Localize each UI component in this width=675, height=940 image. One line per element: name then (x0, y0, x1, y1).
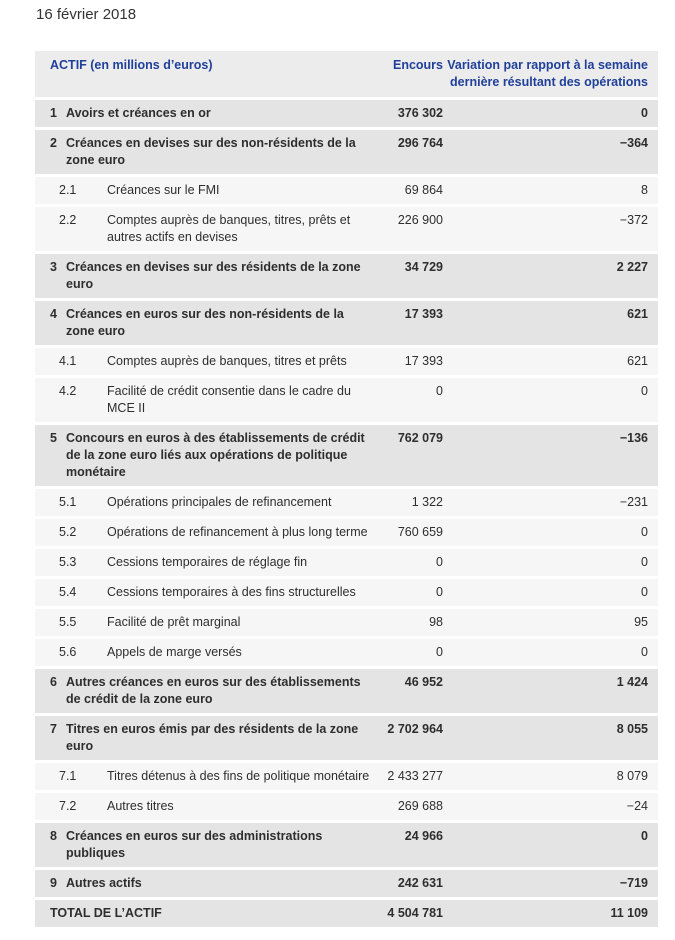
row-label: Créances en devises sur des non-résidents de la zone euro (66, 136, 356, 167)
row-label: Autres titres (107, 799, 174, 813)
table-body (35, 100, 658, 897)
row-label-cell (35, 763, 380, 790)
row-label: Facilité de crédit consentie dans le cadre du MCE II (107, 384, 351, 415)
row-label-cell (35, 378, 380, 422)
row-number: 6 (50, 675, 57, 689)
row-encours: 269 688 (380, 793, 443, 820)
total-variation: 11 109 (443, 900, 658, 927)
row-variation: 0 (443, 639, 658, 666)
row-label: Avoirs et créances en or (66, 106, 211, 120)
table-row (35, 609, 658, 636)
table-row (35, 519, 658, 546)
row-number: 2.1 (59, 183, 77, 197)
row-encours: 296 764 (380, 130, 443, 174)
row-encours: 69 864 (380, 177, 443, 204)
table-row (35, 177, 658, 204)
row-label-cell (35, 425, 380, 486)
row-label: Autres actifs (66, 876, 142, 890)
row-label: Appels de marge versés (107, 645, 242, 659)
row-variation: −719 (443, 870, 658, 897)
row-variation: −136 (443, 425, 658, 486)
row-label-cell (35, 823, 380, 867)
row-variation: −231 (443, 489, 658, 516)
table-row (35, 549, 658, 576)
row-variation: 0 (443, 549, 658, 576)
row-variation: 0 (443, 519, 658, 546)
row-label: Concours en euros à des établissements de crédit de la zone euro liés aux opérations de politique monétaire (66, 431, 365, 479)
row-label-cell (35, 669, 380, 713)
row-encours: 0 (380, 378, 443, 422)
table-header-row (35, 51, 658, 97)
row-label: Autres créances en euros sur des établissements de crédit de la zone euro (66, 675, 361, 706)
row-number: 4.2 (59, 384, 77, 398)
row-label: Titres en euros émis par des résidents de la zone euro (66, 722, 359, 753)
row-encours: 34 729 (380, 254, 443, 298)
total-encours: 4 504 781 (380, 900, 443, 927)
row-label-cell (35, 348, 380, 375)
table-row (35, 425, 658, 486)
column-header-actif: ACTIF (en millions d’euros) (35, 51, 380, 97)
table-row (35, 301, 658, 345)
table-row (35, 100, 658, 127)
row-number: 7.2 (59, 799, 77, 813)
row-label-cell (35, 130, 380, 174)
row-number: 5.2 (59, 525, 77, 539)
row-encours: 760 659 (380, 519, 443, 546)
row-number: 8 (50, 829, 57, 843)
row-variation: −364 (443, 130, 658, 174)
row-variation: 0 (443, 823, 658, 867)
row-label: Titres détenus à des fins de politique monétaire (107, 769, 370, 783)
row-encours: 17 393 (380, 348, 443, 375)
table-row (35, 793, 658, 820)
row-label-cell (35, 549, 380, 576)
row-label-cell (35, 489, 380, 516)
row-encours: 226 900 (380, 207, 443, 251)
row-number: 2.2 (59, 213, 77, 227)
row-label-cell (35, 100, 380, 127)
row-variation: 0 (443, 100, 658, 127)
row-label-cell (35, 609, 380, 636)
row-label: Opérations de refinancement à plus long terme (107, 525, 368, 539)
row-variation: 0 (443, 378, 658, 422)
row-encours: 0 (380, 579, 443, 606)
row-label: Comptes auprès de banques, titres et prêts (107, 354, 347, 368)
row-variation: 2 227 (443, 254, 658, 298)
row-variation: 8 (443, 177, 658, 204)
row-label: Cessions temporaires à des fins structurelles (107, 585, 356, 599)
row-label-cell (35, 207, 380, 251)
row-label: Opérations principales de refinancement (107, 495, 332, 509)
row-variation: 8 055 (443, 716, 658, 760)
row-label-cell (35, 639, 380, 666)
row-label-cell (35, 301, 380, 345)
row-encours: 376 302 (380, 100, 443, 127)
table-row (35, 348, 658, 375)
row-encours: 0 (380, 639, 443, 666)
row-label-cell (35, 716, 380, 760)
date-title: 16 février 2018 (36, 6, 137, 23)
row-label: Comptes auprès de banques, titres, prêts et autres actifs en devises (107, 213, 351, 244)
row-variation: −372 (443, 207, 658, 251)
row-variation: 95 (443, 609, 658, 636)
table-row (35, 823, 658, 867)
table-row (35, 489, 658, 516)
row-encours: 98 (380, 609, 443, 636)
table-row (35, 207, 658, 251)
row-number: 9 (50, 876, 57, 890)
row-encours: 0 (380, 549, 443, 576)
row-encours: 242 631 (380, 870, 443, 897)
row-variation: 1 424 (443, 669, 658, 713)
row-label-cell (35, 579, 380, 606)
table-row (35, 639, 658, 666)
row-label: Créances en euros sur des non-résidents de la zone euro (66, 307, 344, 338)
table-row (35, 716, 658, 760)
table-row (35, 579, 658, 606)
table-row (35, 130, 658, 174)
row-number: 7 (50, 722, 57, 736)
row-number: 5.1 (59, 495, 77, 509)
row-encours: 2 433 277 (380, 763, 443, 790)
row-number: 5.4 (59, 585, 77, 599)
row-label: Créances en euros sur des administrations publiques (66, 829, 323, 860)
row-variation: 0 (443, 579, 658, 606)
row-number: 5.3 (59, 555, 77, 569)
row-encours: 46 952 (380, 669, 443, 713)
row-encours: 2 702 964 (380, 716, 443, 760)
row-variation: 621 (443, 348, 658, 375)
row-label: Cessions temporaires de réglage fin (107, 555, 308, 569)
column-header-encours: Encours (380, 51, 443, 97)
row-number: 1 (50, 106, 57, 120)
column-header-variation: Variation par rapport à la semaine dernière résultant des opérations (443, 51, 658, 97)
row-label-cell (35, 793, 380, 820)
row-label: Créances sur le FMI (107, 183, 220, 197)
row-label-cell (35, 254, 380, 298)
row-label: Facilité de prêt marginal (107, 615, 241, 629)
row-number: 4 (50, 307, 57, 321)
row-number: 2 (50, 136, 57, 150)
row-number: 7.1 (59, 769, 77, 783)
row-label-cell (35, 177, 380, 204)
row-number: 3 (50, 260, 57, 274)
row-encours: 762 079 (380, 425, 443, 486)
row-variation: −24 (443, 793, 658, 820)
row-number: 5.5 (59, 615, 77, 629)
row-number: 4.1 (59, 354, 77, 368)
actif-table (35, 48, 658, 930)
row-encours: 1 322 (380, 489, 443, 516)
row-encours: 17 393 (380, 301, 443, 345)
total-row (35, 900, 658, 927)
row-label: Créances en devises sur des résidents de la zone euro (66, 260, 361, 291)
row-number: 5.6 (59, 645, 77, 659)
row-number: 5 (50, 431, 57, 445)
table-row (35, 763, 658, 790)
row-variation: 8 079 (443, 763, 658, 790)
total-label: TOTAL DE L’ACTIF (35, 900, 380, 927)
row-variation: 621 (443, 301, 658, 345)
row-encours: 24 966 (380, 823, 443, 867)
table-row (35, 669, 658, 713)
table-row (35, 254, 658, 298)
row-label-cell (35, 519, 380, 546)
table-row (35, 378, 658, 422)
